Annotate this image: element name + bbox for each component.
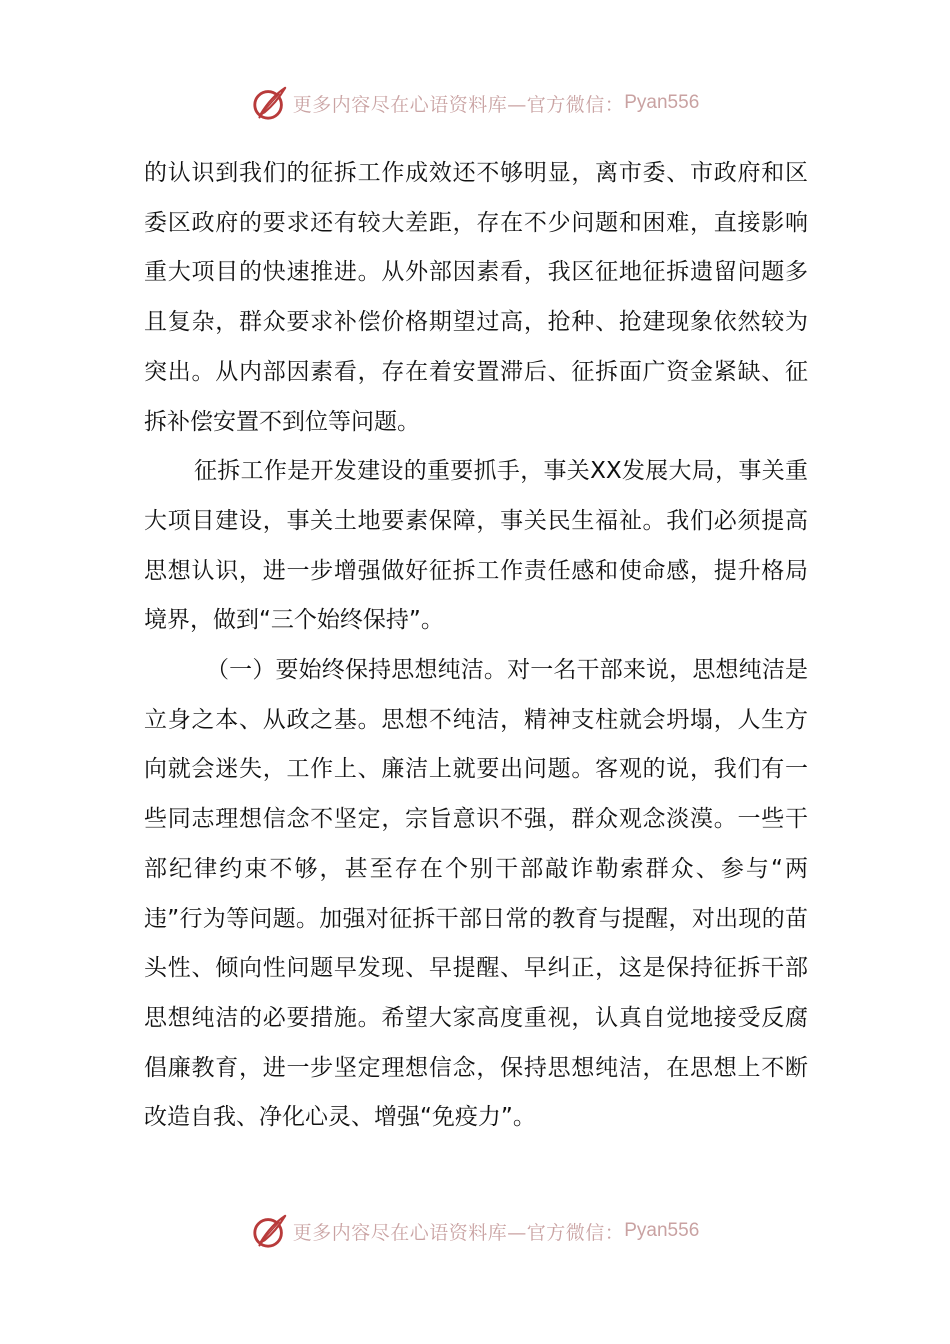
feather-pen-logo-icon: [251, 1212, 289, 1250]
feather-pen-logo-icon: [251, 84, 289, 122]
paragraph-thought-purity: （一）要始终保持思想纯洁。对一名干部来说，思想纯洁是立身之本、从政之基。思想不纯洁，精神支柱就会坍塌，人生方向就会迷失，工作上、廉洁上就要出问题。客观的说，我们有一些同志理想信念不坚定，宗旨意识不强，群众观念淡漠。一些干部纪律约束不够，甚至存在个别干部敲诈勒索群众、参与“两违”行为等问题。加强对征拆干部日常的教育与提醒，对出现的苗头性、倾向性问题早发现、早提醒、早纠正，这是保持征拆干部思想纯洁的必要措施。希望大家高度重视，认真自觉地接受反腐倡廉教育，进一步坚定理想信念，保持思想纯洁，在思想上不断改造自我、净化心灵、增强“免疫力”。: [144, 657, 808, 1131]
header-watermark: [0, 83, 950, 123]
footer-watermark: [0, 1211, 950, 1251]
paragraph-continuation: 的认识到我们的征拆工作成效还不够明显，离市委、市政府和区委区政府的要求还有较大差距，存在不少问题和困难，直接影响重大项目的快速推进。从外部因素看，我区征地征拆遗留问题多且复杂，群众要求补偿价格期望过高，抢种、抢建现象依然较为突出。从内部因素看，存在着安置滞后、征拆面广资金紧缺、征拆补偿安置不到位等问题。: [144, 160, 808, 435]
document-body: [144, 149, 808, 1143]
watermark-handle: Pyan556: [624, 92, 700, 113]
watermark-text: 更多内容尽在心语资料库—官方微信：: [292, 93, 625, 116]
watermark-handle: Pyan556: [624, 1220, 700, 1241]
paragraph-importance: 征拆工作是开发建设的重要抓手，事关XX发展大局，事关重大项目建设，事关土地要素保障，事关民生福祉。我们必须提高思想认识，进一步增强做好征拆工作责任感和使命感，提升格局境界，做到“三个始终保持”。: [144, 458, 808, 634]
watermark-text: 更多内容尽在心语资料库—官方微信：: [292, 1221, 625, 1244]
